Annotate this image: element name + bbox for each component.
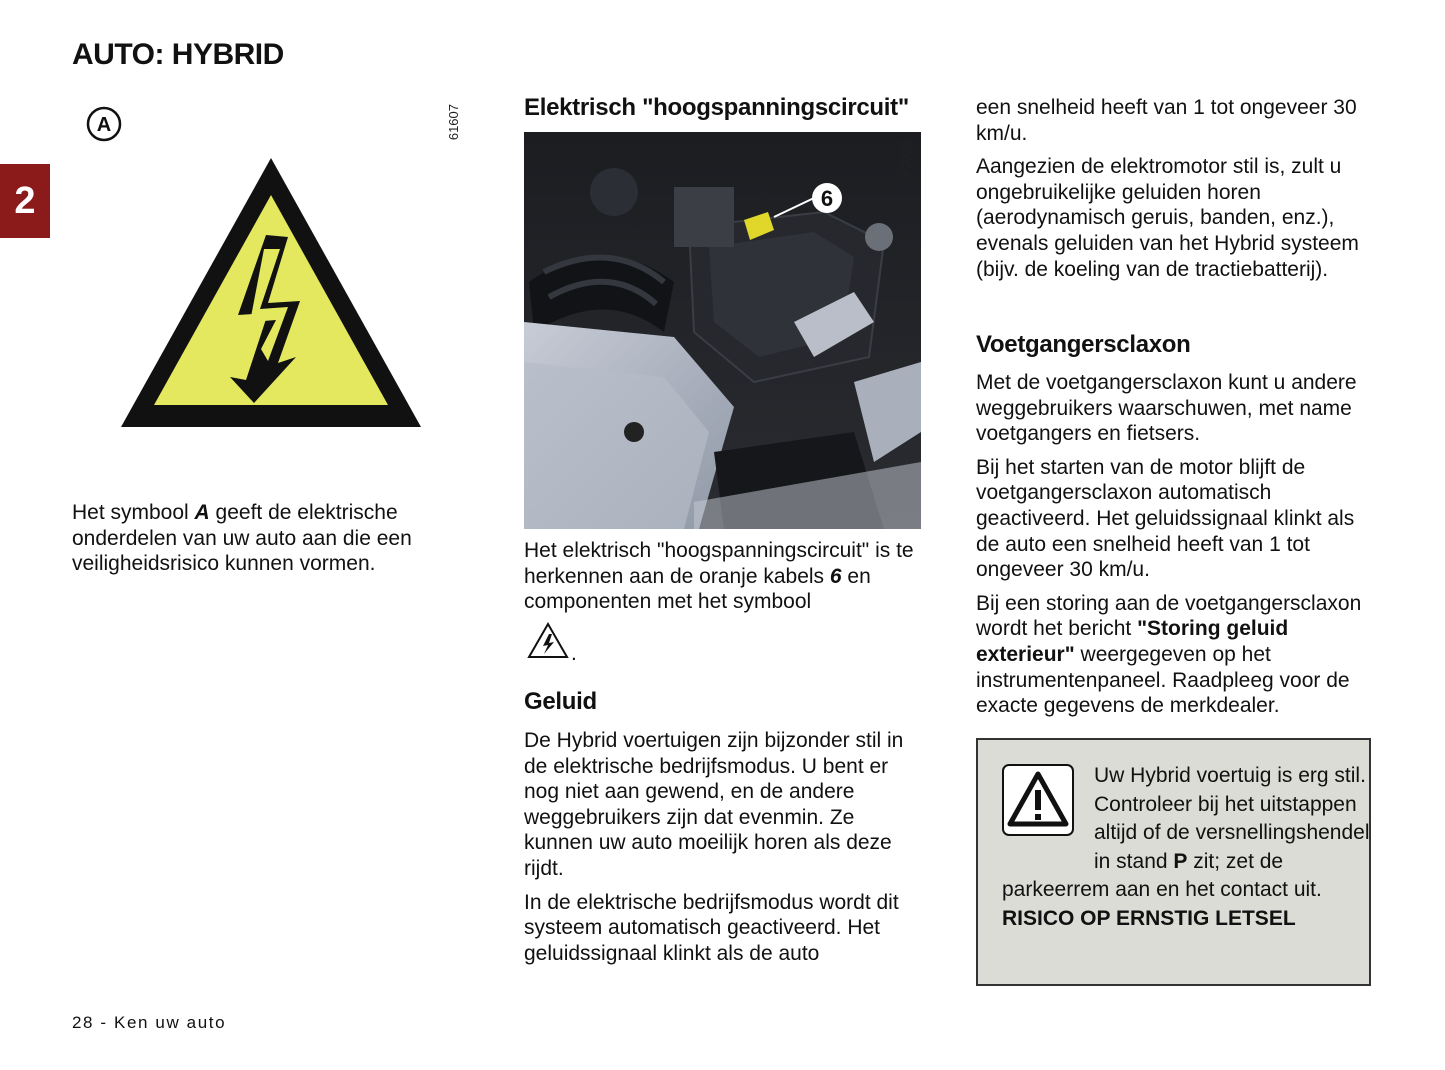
horn-section xyxy=(976,370,1374,727)
symbol-a-letter: A xyxy=(96,114,112,136)
chapter-tab xyxy=(0,164,50,238)
warning-text: Uw Hybrid voertuig is erg stil. Controleer bij het uitstappen altijd of de versnellingshendel in stand P zit; zet de parkeerrem aan en het contact uit. RISICO OP ERNSTIG LETSEL xyxy=(978,762,1372,933)
horn-paragraph-3: Bij een storing aan de voetgangersclaxon wordt het bericht "Storing geluid exterieur" weergegeven op het instrumentenpaneel. Raadpleeg voor de exacte gegevens de merkdealer. xyxy=(976,591,1362,718)
sound-paragraph-2: In de elektrische bedrijfsmodus wordt dit systeem automatisch geactiveerd. Het geluidssignaal klinkt als de auto xyxy=(524,890,899,965)
sound-section xyxy=(524,728,922,974)
warning-box xyxy=(976,738,1371,986)
engine-bay-photo xyxy=(524,132,921,529)
page-title: AUTO: HYBRID xyxy=(72,38,284,71)
continued-section xyxy=(976,95,1371,290)
chapter-number: 2 xyxy=(14,179,36,222)
symbol-a-badge xyxy=(86,106,122,142)
image-code-warning: 61607 xyxy=(446,104,461,141)
sound-paragraph-1: De Hybrid voertuigen zijn bijzonder stil in de elektrische bedrijfsmodus. U bent er nog niet aan gewend, en de andere weggebruikers zijn dat evenmin. Ze kunnen uw auto moeilijk horen als deze rijdt. xyxy=(524,729,904,880)
high-voltage-warning-icon xyxy=(118,155,424,430)
circuit-caption: Het elektrisch "hoogspanningscircuit" is te herkennen aan de oranje kabels 6 en componenten met het symbool xyxy=(524,539,914,614)
gear-position-p: P xyxy=(1173,849,1188,873)
horn-paragraph-2: Bij het starten van de motor blijft de voetgangersclaxon automatisch geactiveerd. Het geluidssignaal klinkt als de auto een snelheid heeft van 1 tot ongeveer 30 km/u. xyxy=(976,455,1355,582)
symbol-reference: A xyxy=(194,501,210,524)
high-voltage-small-icon xyxy=(527,622,569,660)
photo-callout-6: 6 xyxy=(820,186,834,211)
image-code-photo: 62016 xyxy=(898,140,913,177)
callout-reference-6: 6 xyxy=(829,564,842,588)
heading-high-voltage-circuit: Elektrisch "hoogspanningscircuit" xyxy=(524,94,909,121)
continued-paragraph-1: een snelheid heeft van 1 tot ongeveer 30 km/u. xyxy=(976,96,1357,145)
caption-end: . xyxy=(571,642,577,665)
heading-pedestrian-horn: Voetgangersclaxon xyxy=(976,331,1191,358)
warning-risk-label: RISICO OP ERNSTIG LETSEL xyxy=(1002,906,1296,930)
page-footer: 28 - Ken uw auto xyxy=(72,1013,227,1032)
horn-paragraph-1: Met de voetgangersclaxon kunt u andere weggebruikers waarschuwen, met name voetgangers en fietsers. xyxy=(976,371,1357,446)
horn-message: "Storing geluid exterieur" xyxy=(976,617,1289,666)
continued-paragraph-2: Aangezien de elektromotor stil is, zult u ongebruikelijke geluiden horen (aerodynamisch geruis, banden, enz.), evenals geluiden van het Hybrid systeem (bijv. de koeling van de tractiebatterij). xyxy=(976,155,1359,281)
heading-sound: Geluid xyxy=(524,688,597,715)
symbol-intro-text: Het symbool A geeft de elektrische onderdelen van uw auto aan die een veiligheidsrisico kunnen vormen. xyxy=(72,501,412,576)
